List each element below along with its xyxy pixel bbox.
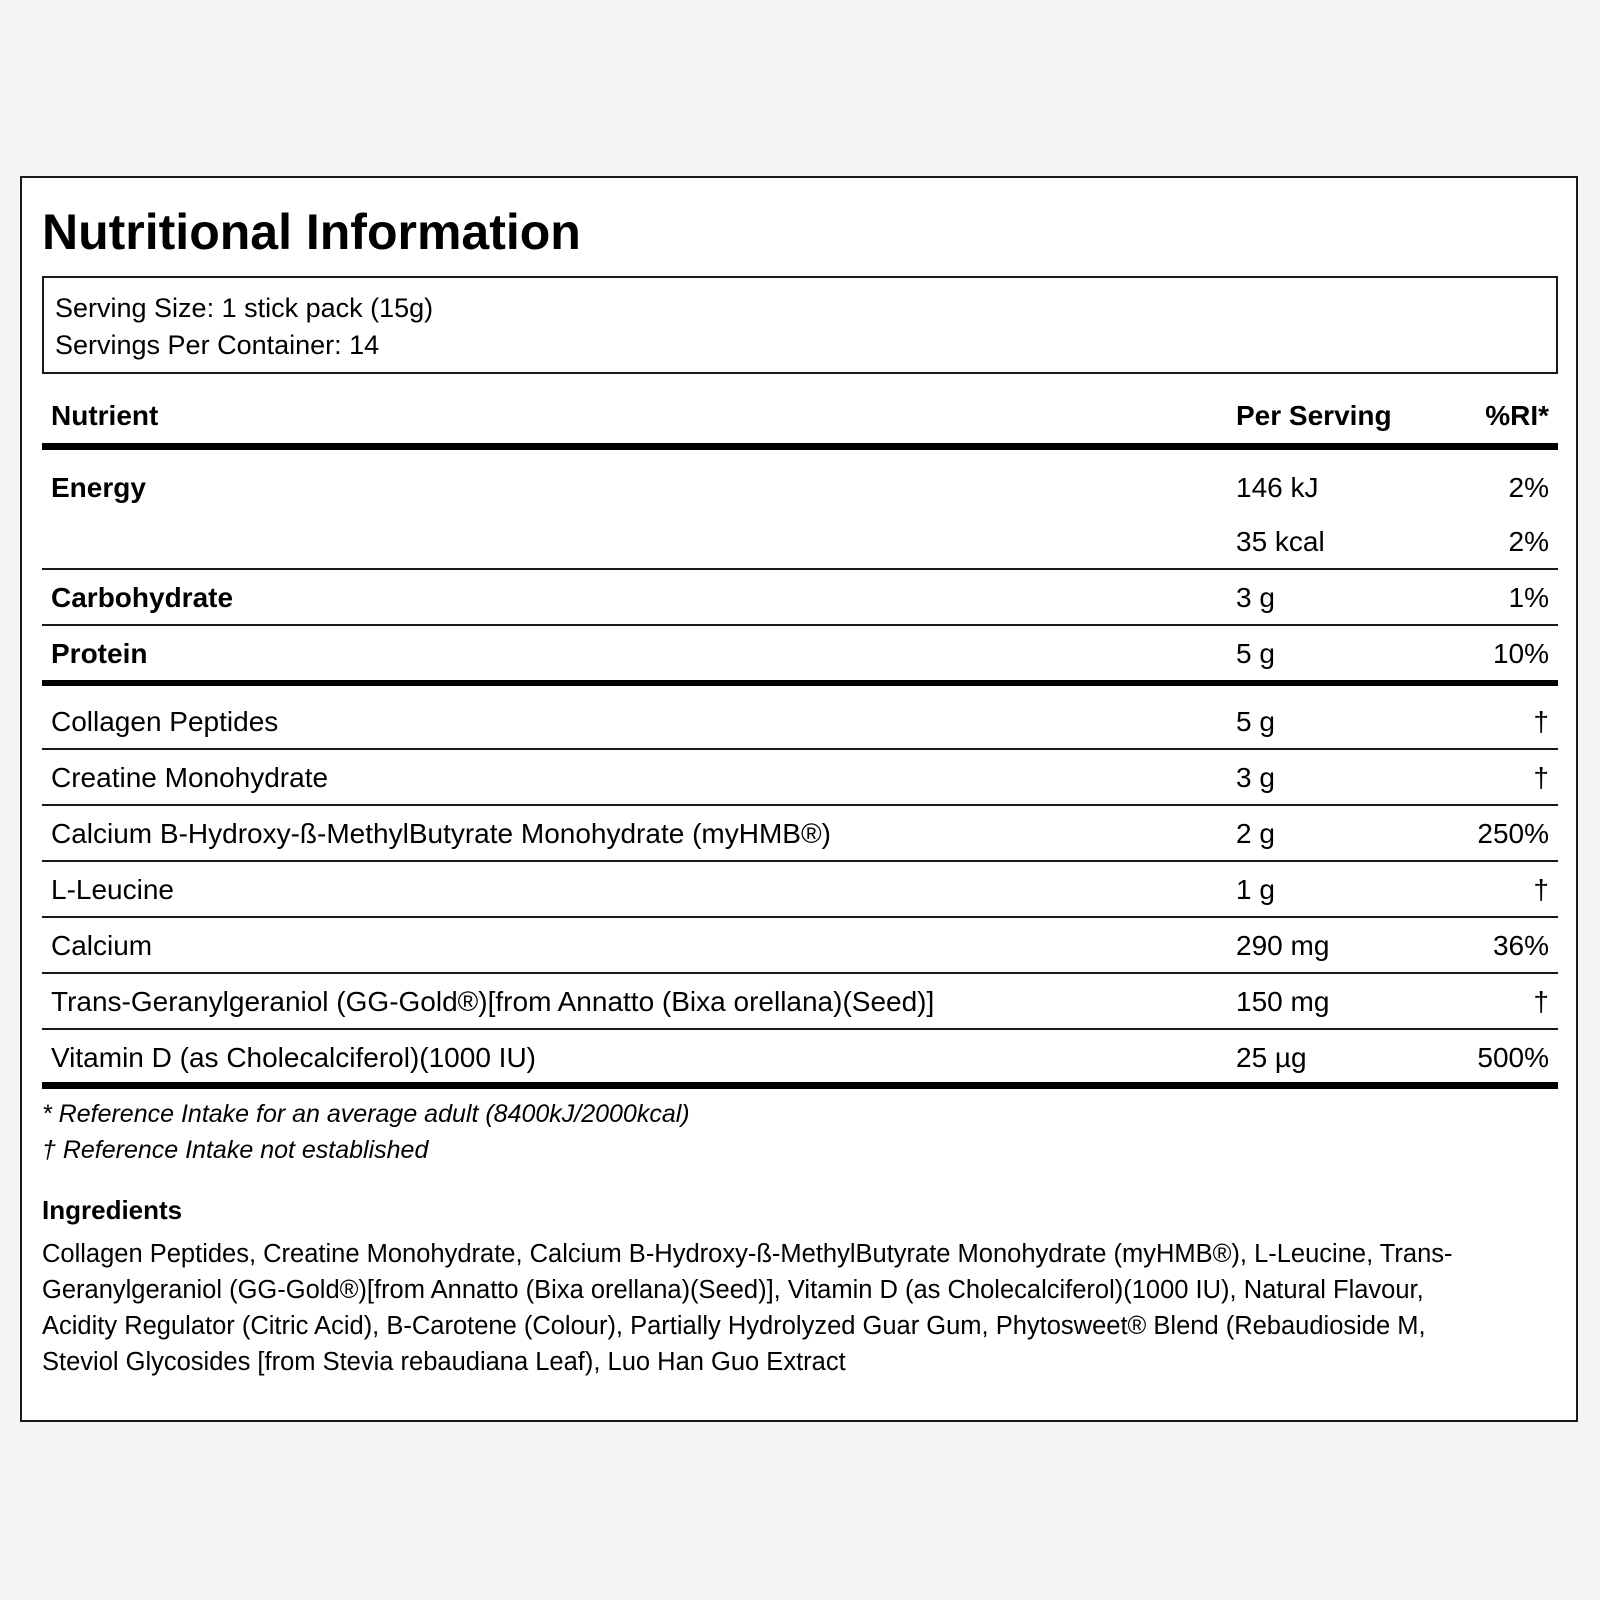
header-ri: %RI* (1485, 400, 1549, 431)
nutrient-ri: 10% (1492, 638, 1549, 669)
nutrient-name: Collagen Peptides (51, 706, 279, 737)
table-row (42, 626, 1558, 686)
nutrient-amount: 290 mg (1236, 930, 1330, 961)
nutrient-name: Calcium (51, 930, 153, 961)
table-row (42, 974, 1558, 1030)
header-nutrient: Nutrient (51, 400, 159, 431)
nutrient-amount: 150 mg (1236, 986, 1330, 1017)
nutrient-amount: 25 µg (1236, 1042, 1307, 1073)
nutrient-name: Carbohydrate (51, 582, 234, 613)
header-per-serving: Per Serving (1236, 400, 1392, 431)
ingredients-line: Collagen Peptides, Creatine Monohydrate, Calcium B-Hydroxy-ß-MethylButyrate Monohydrate (myHMB®), L-Leucine, Trans- (42, 1240, 1453, 1268)
page-title: Nutritional Information (42, 204, 581, 260)
table-row (42, 862, 1558, 918)
nutrition-panel (20, 176, 1578, 1422)
nutrient-ri: † (1533, 986, 1549, 1017)
ingredients-text (42, 1236, 1562, 1380)
ingredients-line: Steviol Glycosides [from Stevia rebaudiana Leaf), Luo Han Guo Extract (42, 1348, 846, 1376)
nutrient-amount: 3 g (1236, 762, 1275, 793)
table-row (42, 918, 1558, 974)
table-row (42, 686, 1558, 750)
nutrient-ri: 2% (1508, 472, 1549, 503)
nutrient-amount: 146 kJ (1236, 472, 1319, 503)
nutrient-ri: † (1533, 762, 1549, 793)
nutrient-name: Energy (51, 472, 146, 503)
footnote-not-established: † Reference Intake not established (42, 1136, 429, 1164)
nutrient-ri: 500% (1477, 1042, 1549, 1073)
table-row-energy (42, 450, 1558, 570)
nutrient-ri: † (1533, 874, 1549, 905)
nutrient-name: Calcium B-Hydroxy-ß-MethylButyrate Monohydrate (myHMB®) (51, 818, 831, 849)
nutrient-name: Creatine Monohydrate (51, 762, 329, 793)
nutrient-amount: 5 g (1236, 638, 1275, 669)
nutrient-name: L-Leucine (51, 874, 174, 905)
servings-per-container: Servings Per Container: 14 (55, 330, 380, 360)
table-row (42, 750, 1558, 806)
nutrient-ri: 250% (1477, 818, 1549, 849)
nutrient-amount: 3 g (1236, 582, 1275, 613)
table-row (42, 1030, 1558, 1089)
ingredients-line: Geranylgeraniol (GG-Gold®)[from Annatto (Bixa orellana)(Seed)], Vitamin D (as Cholecalciferol)(1000 IU), Natural Flavour, (42, 1276, 1424, 1304)
nutrient-amount: 35 kcal (1236, 526, 1325, 557)
nutrient-amount: 2 g (1236, 818, 1275, 849)
nutrient-amount: 5 g (1236, 706, 1275, 737)
footnotes (42, 1096, 690, 1168)
nutrient-table (42, 390, 1558, 1089)
table-row (42, 806, 1558, 862)
nutrient-name: Vitamin D (as Cholecalciferol)(1000 IU) (51, 1042, 536, 1073)
ingredients-heading: Ingredients (42, 1195, 183, 1225)
nutrient-ri: † (1533, 706, 1549, 737)
nutrient-ri: 1% (1508, 582, 1549, 613)
nutrient-name: Trans-Geranylgeraniol (GG-Gold®)[from Annatto (Bixa orellana)(Seed)] (51, 986, 935, 1017)
ingredients-line: Acidity Regulator (Citric Acid), B-Carotene (Colour), Partially Hydrolyzed Guar Gum, Phytosweet® Blend (Rebaudioside M, (42, 1312, 1426, 1340)
table-row (42, 570, 1558, 626)
serving-info-box (42, 276, 1558, 374)
nutrient-ri: 36% (1492, 930, 1549, 961)
footnote-reference-intake: * Reference Intake for an average adult (8400kJ/2000kcal) (42, 1100, 690, 1128)
table-header-row (42, 390, 1558, 450)
serving-size: Serving Size: 1 stick pack (15g) (55, 293, 434, 323)
nutrient-name: Protein (51, 638, 148, 669)
nutrient-amount: 1 g (1236, 874, 1275, 905)
nutrient-ri: 2% (1508, 526, 1549, 557)
